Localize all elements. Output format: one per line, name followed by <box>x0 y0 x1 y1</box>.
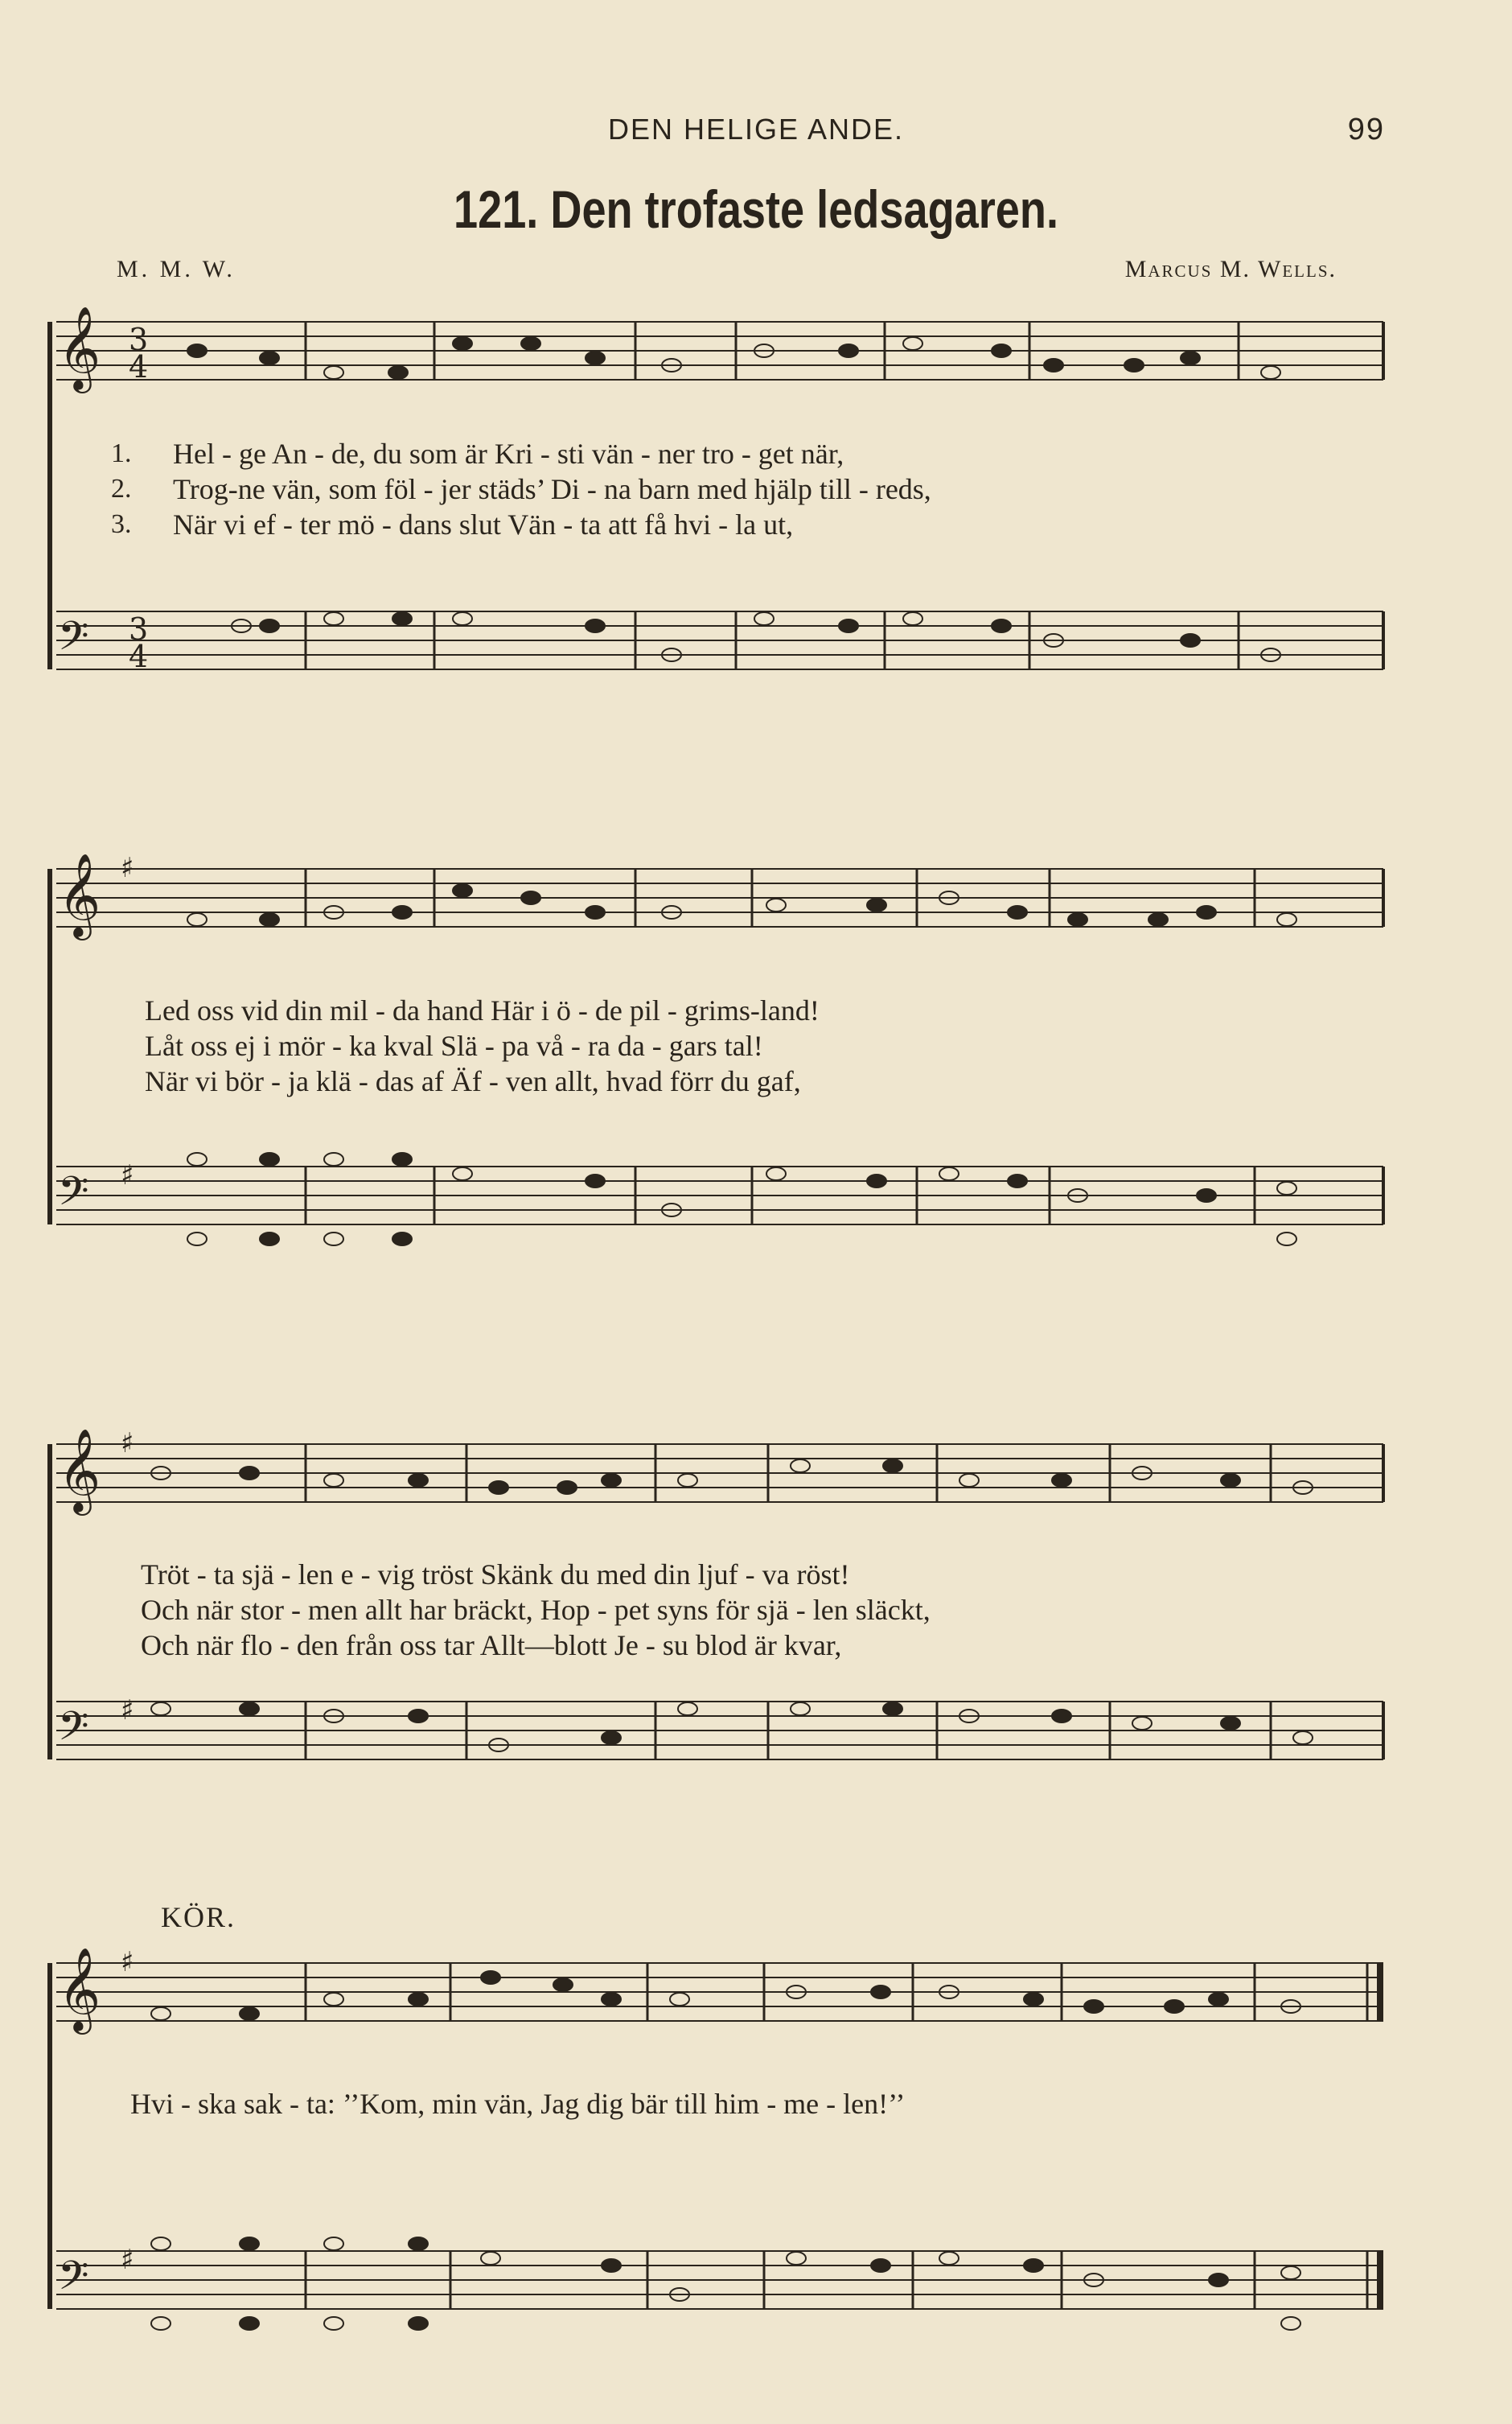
page-number: 99 <box>1347 113 1385 146</box>
svg-text:𝄢: 𝄢 <box>58 613 89 669</box>
svg-text:𝄢: 𝄢 <box>58 1168 89 1224</box>
hymn-title: 121. Den trofaste ledsagaren. <box>454 179 1058 239</box>
lyricist-credit: M. M. W. <box>117 256 236 282</box>
svg-text:3: 3 <box>129 611 149 647</box>
svg-text:♯: ♯ <box>121 2244 134 2276</box>
svg-text:𝄞: 𝄞 <box>58 1947 101 2031</box>
verse-number-3: 3. <box>111 509 132 539</box>
lyric-line: Och när stor - men allt har bräckt, Hop - pet syns för sjä - len släckt, <box>141 1594 931 1626</box>
svg-text:3: 3 <box>129 322 149 357</box>
lyric-line: Hel - ge An - de, du som är Kri - sti vän - ner tro - get när, <box>173 438 844 470</box>
svg-text:𝄢: 𝄢 <box>58 1703 89 1759</box>
svg-text:♯: ♯ <box>121 1694 134 1726</box>
svg-text:𝄞: 𝄞 <box>58 306 101 390</box>
lyric-line: Tröt - ta sjä - len e - vig tröst Skänk du med din ljuf - va röst! <box>141 1558 850 1591</box>
running-head <box>0 113 1512 153</box>
composer-credit: Marcus M. Wells. <box>1124 256 1337 282</box>
svg-text:♯: ♯ <box>121 1159 134 1191</box>
verse-number-2: 2. <box>111 474 132 504</box>
svg-text:♯: ♯ <box>121 1427 134 1459</box>
svg-text:♯: ♯ <box>121 852 134 884</box>
lyric-line: Trog-ne vän, som föl - jer städs’ Di - na barn med hjälp till - reds, <box>173 473 931 505</box>
svg-text:4: 4 <box>129 639 149 674</box>
lyric-line: När vi ef - ter mö - dans slut Vän - ta att få hvi - la ut, <box>173 508 794 541</box>
lyric-line: Hvi - ska sak - ta: ’’Kom, min vän, Jag dig bär till him - me - len!’’ <box>130 2088 906 2120</box>
svg-text:𝄢: 𝄢 <box>58 2253 89 2309</box>
svg-text:♯: ♯ <box>121 1946 134 1978</box>
lyric-line: Och när flo - den från oss tar Allt—blott Je - su blod är kvar, <box>141 1629 842 1661</box>
lyric-line: Led oss vid din mil - da hand Här i ö - de pil - grims-land! <box>145 994 820 1027</box>
lyric-line: När vi bör - ja klä - das af Äf - ven allt, hvad förr du gaf, <box>145 1065 801 1097</box>
svg-text:4: 4 <box>129 349 149 385</box>
chorus-label: KÖR. <box>161 1901 236 1933</box>
lyric-line: Låt oss ej i mör - ka kval Slä - pa vå - ra da - gars tal! <box>145 1030 763 1062</box>
section-title: DEN HELIGE ANDE. <box>607 113 905 146</box>
verse-number-1: 1. <box>111 438 132 468</box>
svg-text:𝄞: 𝄞 <box>58 853 101 937</box>
svg-text:𝄞: 𝄞 <box>58 1428 101 1512</box>
music-system-4 <box>0 1931 1512 2381</box>
